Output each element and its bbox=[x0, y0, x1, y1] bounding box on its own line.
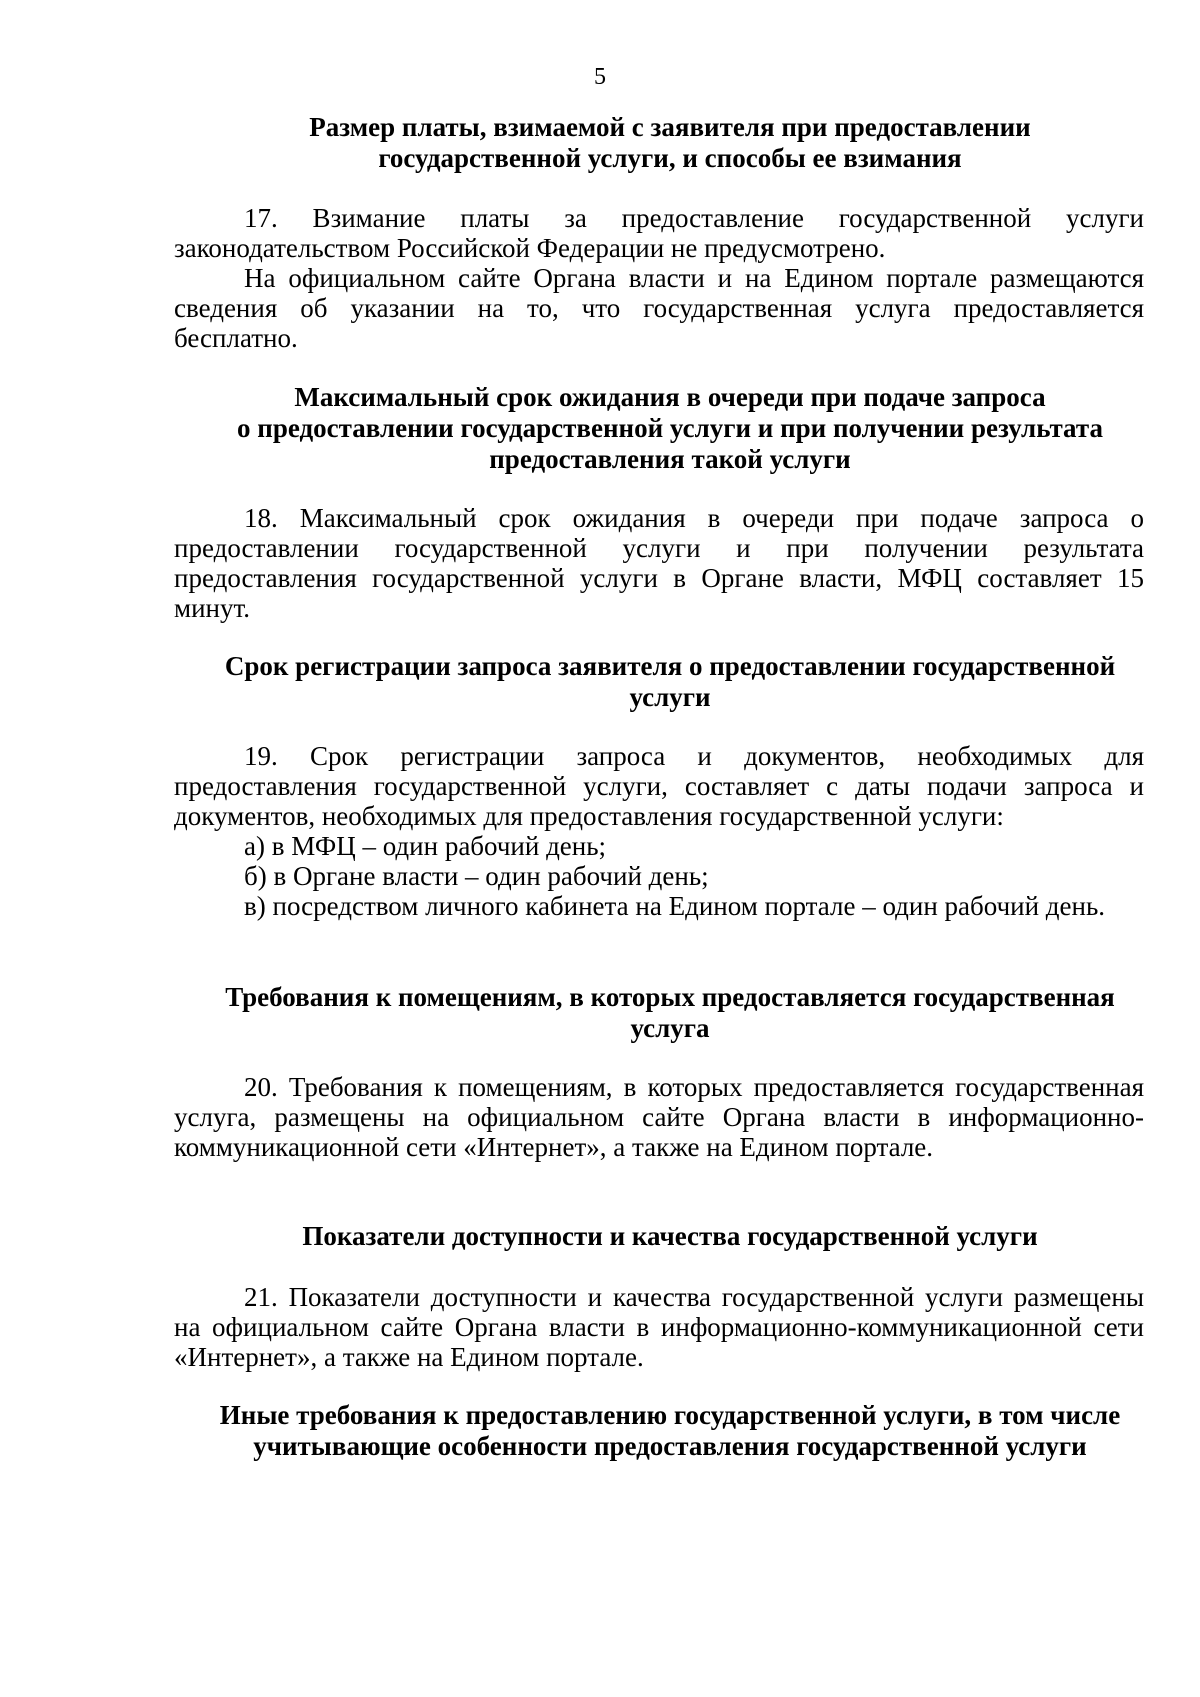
paragraph-19: 19. Срок регистрации запроса и документов, необходимых для предоставления государственной услуги, составляет с даты подачи запроса и документов, необходимых для предоставления государственной услуги: bbox=[174, 741, 1144, 831]
list-item-a: а) в МФЦ – один рабочий день; bbox=[244, 831, 607, 861]
section-heading-queue bbox=[170, 382, 1170, 475]
heading-line: Срок регистрации запроса заявителя о предоставлении государственной bbox=[224, 651, 1116, 681]
heading-line: Иные требования к предоставлению государственной услуги, в том числе bbox=[219, 1400, 1121, 1430]
heading-line: учитывающие особенности предоставления государственной услуги bbox=[253, 1431, 1087, 1461]
heading-line: Требования к помещениям, в которых предоставляется государственная bbox=[225, 982, 1115, 1012]
section-heading-fee bbox=[170, 112, 1170, 174]
section-heading-other-requirements bbox=[170, 1400, 1170, 1462]
section-heading-registration bbox=[170, 651, 1170, 713]
heading-line: Размер платы, взимаемой с заявителя при предоставлении bbox=[309, 112, 1031, 142]
heading-line: о предоставлении государственной услуги и при получении результата bbox=[237, 413, 1103, 443]
paragraph-17: 17. Взимание платы за предоставление государственной услуги законодательством Российской Федерации не предусмотрено. bbox=[174, 203, 1144, 263]
paragraph-18: 18. Максимальный срок ожидания в очереди при подаче запроса о предоставлении государственной услуги и при получении результата предоставления государственной услуги в Органе власти, МФЦ составляет 15 минут. bbox=[174, 503, 1144, 623]
section-heading-quality bbox=[170, 1221, 1170, 1252]
page-number: 5 bbox=[594, 64, 606, 90]
section-heading-premises bbox=[170, 982, 1170, 1044]
paragraph-20: 20. Требования к помещениям, в которых предоставляется государственная услуга, размещены на официальном сайте Органа власти в информационно-коммуникационной сети «Интернет», а также на Едином портале. bbox=[174, 1072, 1144, 1162]
list-item-c: в) посредством личного кабинета на Едином портале – один рабочий день. bbox=[244, 891, 1106, 921]
paragraph-17-note: На официальном сайте Органа власти и на Едином портале размещаются сведения об указании на то, что государственная услуга предоставляется бесплатно. bbox=[174, 263, 1144, 353]
heading-line: услуга bbox=[630, 1013, 710, 1043]
heading-line: Показатели доступности и качества государственной услуги bbox=[302, 1221, 1038, 1251]
heading-line: предоставления такой услуги bbox=[489, 444, 851, 474]
heading-line: Максимальный срок ожидания в очереди при подаче запроса bbox=[294, 382, 1046, 412]
heading-line: государственной услуги, и способы ее взимания bbox=[378, 143, 962, 173]
paragraph-21: 21. Показатели доступности и качества государственной услуги размещены на официальном сайте Органа власти в информационно-коммуникационной сети «Интернет», а также на Едином портале. bbox=[174, 1282, 1144, 1372]
heading-line: услуги bbox=[629, 682, 711, 712]
list-item-b: б) в Органе власти – один рабочий день; bbox=[244, 861, 709, 891]
